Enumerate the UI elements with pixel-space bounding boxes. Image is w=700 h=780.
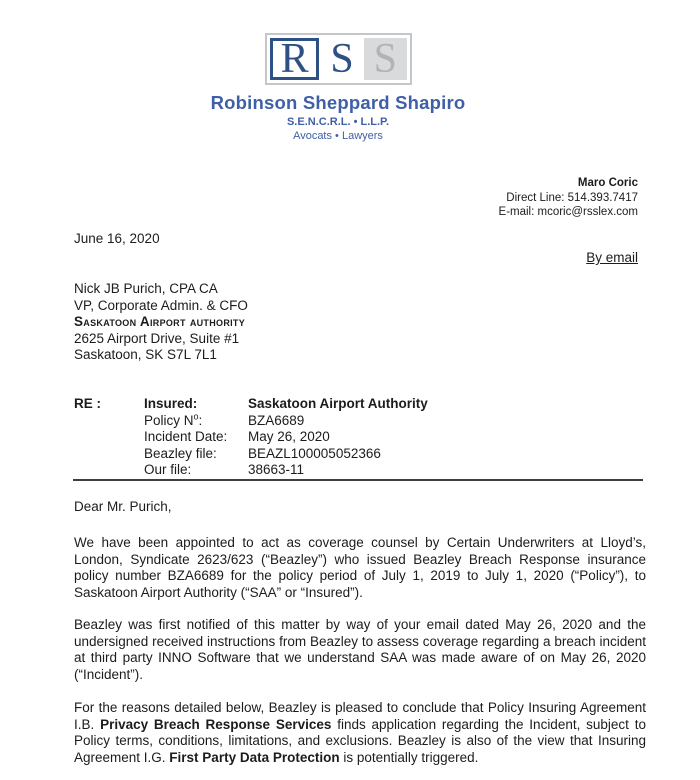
firm-tagline: Avocats • Lawyers <box>293 130 383 142</box>
author-contact-block <box>499 176 638 220</box>
re-row-label: Incident Date: <box>144 429 228 445</box>
firm-designation: S.E.N.C.R.L. • L.L.P. <box>286 116 390 128</box>
recipient-line: Nick JB Purich, CPA CA <box>74 281 218 296</box>
re-row-label: Our file: <box>144 462 192 478</box>
re-row-value: BZA6689 <box>248 412 305 428</box>
firm-name: Robinson Sheppard Shapiro <box>210 92 466 113</box>
recipient-line: VP, Corporate Admin. & CFO <box>74 297 248 313</box>
re-row <box>144 413 428 430</box>
re-rows <box>144 396 428 479</box>
re-block <box>74 396 428 479</box>
recipient-line: 2625 Airport Drive, Suite #1 <box>74 330 240 346</box>
body-paragraph: We have been appointed to act as coverage counsel by Certain Underwriters at Lloyd’s, London, Syndicate 2623/623 (“Beazley”) who issued Beazley Breach Response insurance policy number BZA6689 for the policy period of July 1, 2019 to July 1, 2020 (“Policy”), to Saskatoon Airport Authority (“SAA” or “Insured”). <box>74 535 646 601</box>
author-direct-line: Direct Line: 514.393.7417 <box>506 191 638 204</box>
salutation: Dear Mr. Purich, <box>74 499 172 514</box>
logo-letter-s2: S <box>364 38 407 80</box>
author-email: E-mail: mcoric@rsslex.com <box>498 206 638 218</box>
re-row-label: Insured: <box>144 396 198 411</box>
re-row-value: May 26, 2020 <box>248 429 330 445</box>
re-row-value: 38663-11 <box>248 462 305 478</box>
divider-rule <box>73 479 643 481</box>
delivery-method: By email <box>586 250 638 265</box>
re-row-label: Policy $N^o$: <box>144 411 203 428</box>
recipient-block <box>74 281 248 364</box>
re-row <box>144 446 428 463</box>
re-row-value: Saskatoon Airport Authority <box>248 396 428 411</box>
recipient-line: Saskatoon, SK S7L 7L1 <box>74 347 217 363</box>
re-row <box>144 462 428 479</box>
body-paragraph: For the reasons detailed below, Beazley is pleased to conclude that Policy Insuring Agreement I.B. Privacy Breach Response Services finds application regarding the Incident, subject to Policy terms, conditions, limitations, and exclusions. Beazley is also of the view that Insuring Agreement I.G. First Party Data Protection is potentially triggered. <box>74 700 646 766</box>
re-row-label: Beazley file: <box>144 445 217 461</box>
logo-letter-s1: S <box>330 36 354 82</box>
re-row <box>144 396 428 413</box>
firm-logo <box>265 33 412 85</box>
logo-letter-r: R <box>270 38 319 80</box>
re-label: RE : <box>74 396 101 411</box>
author-name: Maro Coric <box>577 177 638 189</box>
re-row-value: BEAZL100005052366 <box>248 445 381 461</box>
letter-date: June 16, 2020 <box>74 231 160 246</box>
body-paragraph: Beazley was first notified of this matter by way of your email dated May 26, 2020 and the undersigned received instructions from Beazley to assess coverage regarding a breach incident at third party INNO Software that we understand SAA was made aware of on May 26, 2020 (“Incident”). <box>74 617 646 683</box>
recipient-line: Saskatoon Airport authority <box>74 314 246 330</box>
re-row <box>144 429 428 446</box>
